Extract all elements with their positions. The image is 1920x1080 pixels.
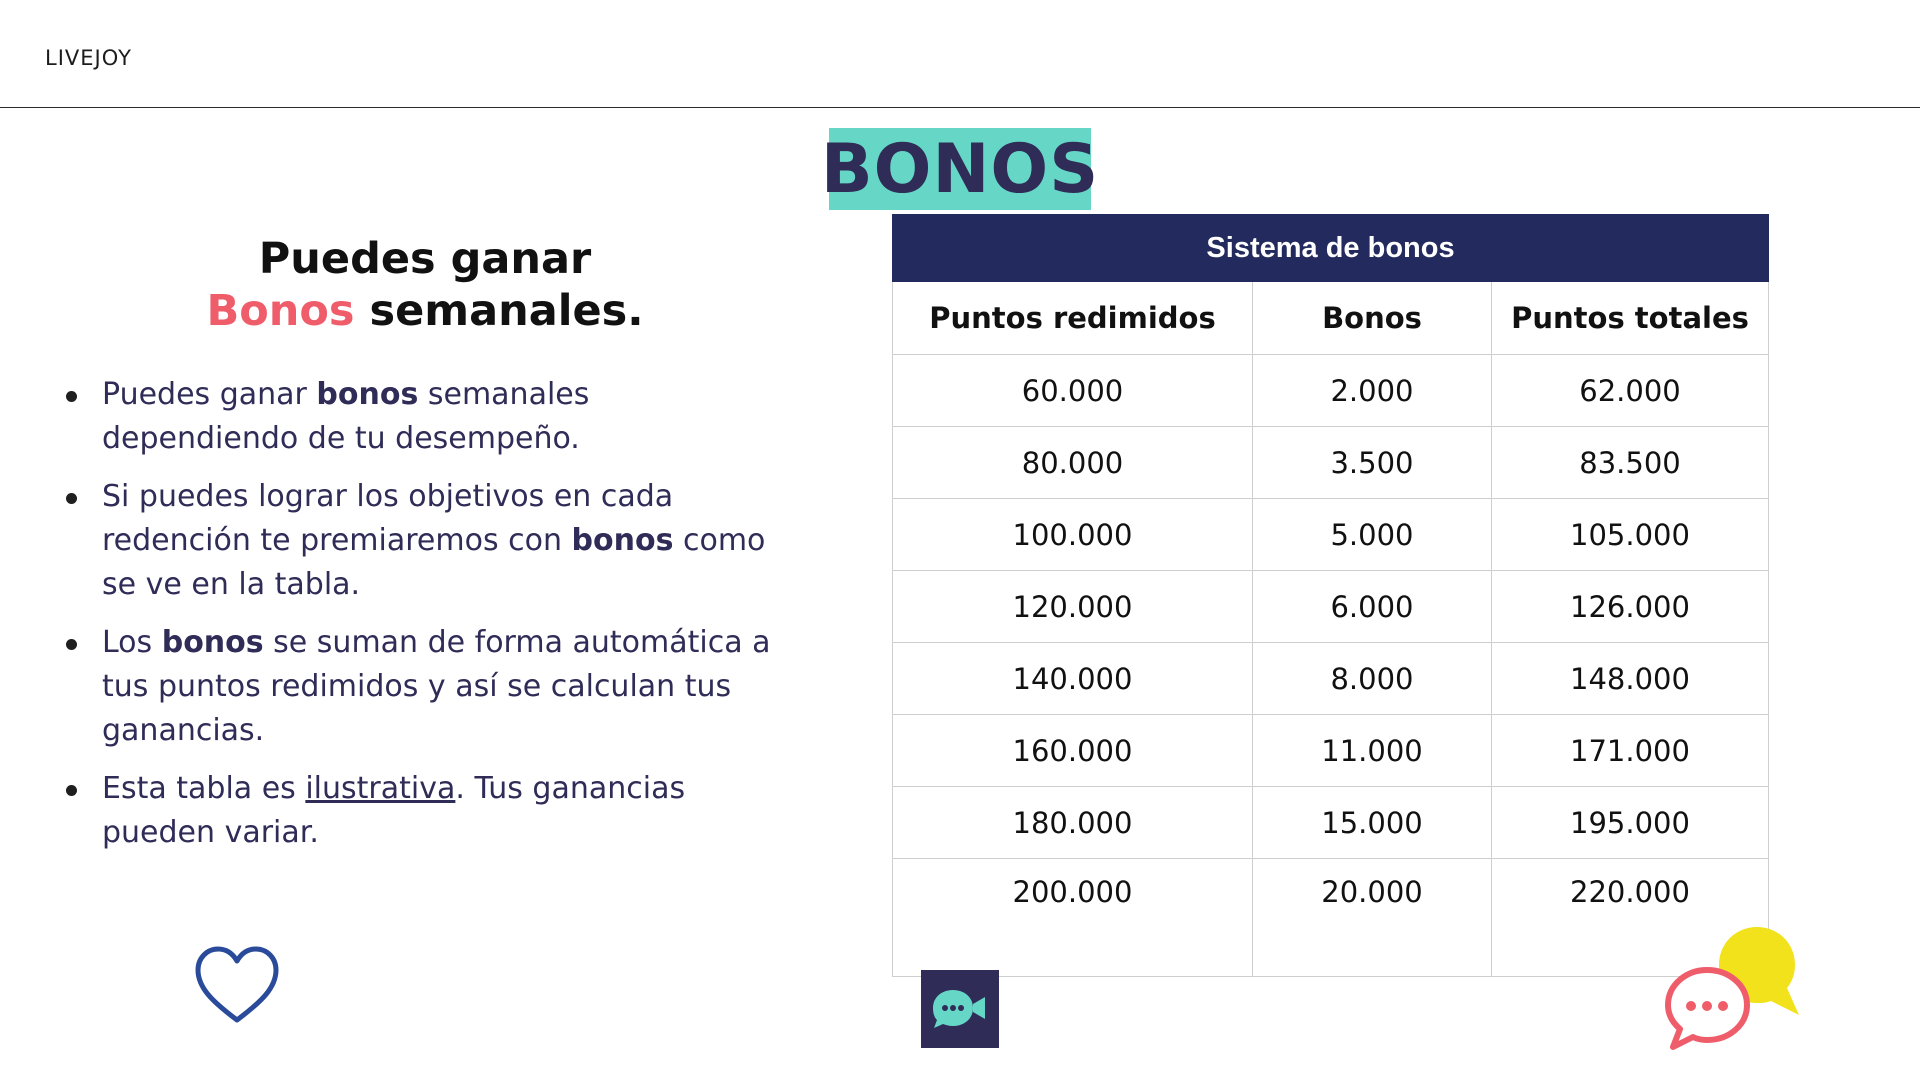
table-cell: 83.500 [1492,427,1769,499]
table-cell: 148.000 [1492,643,1769,715]
table-cell: 11.000 [1253,715,1492,787]
table-row [893,571,1769,643]
table-cell: 171.000 [1492,715,1769,787]
table-cell: 195.000 [1492,787,1769,859]
column-header: Puntos redimidos [893,282,1253,355]
table-cell: 126.000 [1492,571,1769,643]
table-cell: 62.000 [1492,355,1769,427]
table-row [893,715,1769,787]
column-header: Bonos [1253,282,1492,355]
table-row [893,499,1769,571]
bullet-dot [66,639,77,650]
table-cell: 15.000 [1253,787,1492,859]
page-title: BONOS [820,129,1100,209]
bullet-item: Los bonos se suman de forma automática a tus puntos redimidos y así se calculan tus ganancias. [60,621,780,753]
table-cell: 160.000 [893,715,1253,787]
table-cell: 3.500 [1253,427,1492,499]
table-row [893,787,1769,859]
table-cell: 105.000 [1492,499,1769,571]
intro-line-1: Puedes ganar [258,234,592,284]
intro-rest: semanales. [354,286,644,336]
column-header: Puntos totales [1492,282,1769,355]
table-row [893,355,1769,427]
bullet-item: Puedes ganar bonos semanales dependiendo de tu desempeño. [60,373,780,461]
header-divider [0,107,1920,108]
table-cell: 80.000 [893,427,1253,499]
table-cell: 200.000 [893,859,1253,977]
table-cell: 60.000 [893,355,1253,427]
table-caption: Sistema de bonos [893,215,1769,282]
camera-chat-icon [921,970,999,1048]
table-cell: 180.000 [893,787,1253,859]
intro-accent: Bonos [206,286,355,336]
table-cell: 140.000 [893,643,1253,715]
bullet-list [60,373,780,869]
table-cell: 120.000 [893,571,1253,643]
brand-label: LIVEJOY [45,46,132,70]
video-chat-app-icon [921,970,999,1048]
table-cell: 5.000 [1253,499,1492,571]
bonus-table [892,214,1769,977]
illustrative-link[interactable]: ilustrativa [305,771,456,806]
table-cell: 20.000 [1253,859,1492,977]
bullet-dot [66,391,77,402]
table-row [893,427,1769,499]
title-highlight [820,128,1100,210]
table-row [893,859,1769,977]
intro-heading [140,233,710,337]
bullet-item: Esta tabla es ilustrativa. Tus ganancias pueden variar. [60,767,780,855]
table-cell: 6.000 [1253,571,1492,643]
bullet-dot [66,785,77,796]
intro-line-2 [140,285,710,337]
bonus-table-container [892,214,1768,977]
heart-icon [193,944,281,1026]
bullet-item: Si puedes lograr los objetivos en cada redención te premiaremos con bonos como se ve en la tabla. [60,475,780,607]
table-cell: 220.000 [1492,859,1769,977]
chat-bubbles-icon [1665,925,1805,1053]
table-cell: 100.000 [893,499,1253,571]
bullet-dot [66,493,77,504]
table-cell: 8.000 [1253,643,1492,715]
table-cell: 2.000 [1253,355,1492,427]
table-row [893,643,1769,715]
